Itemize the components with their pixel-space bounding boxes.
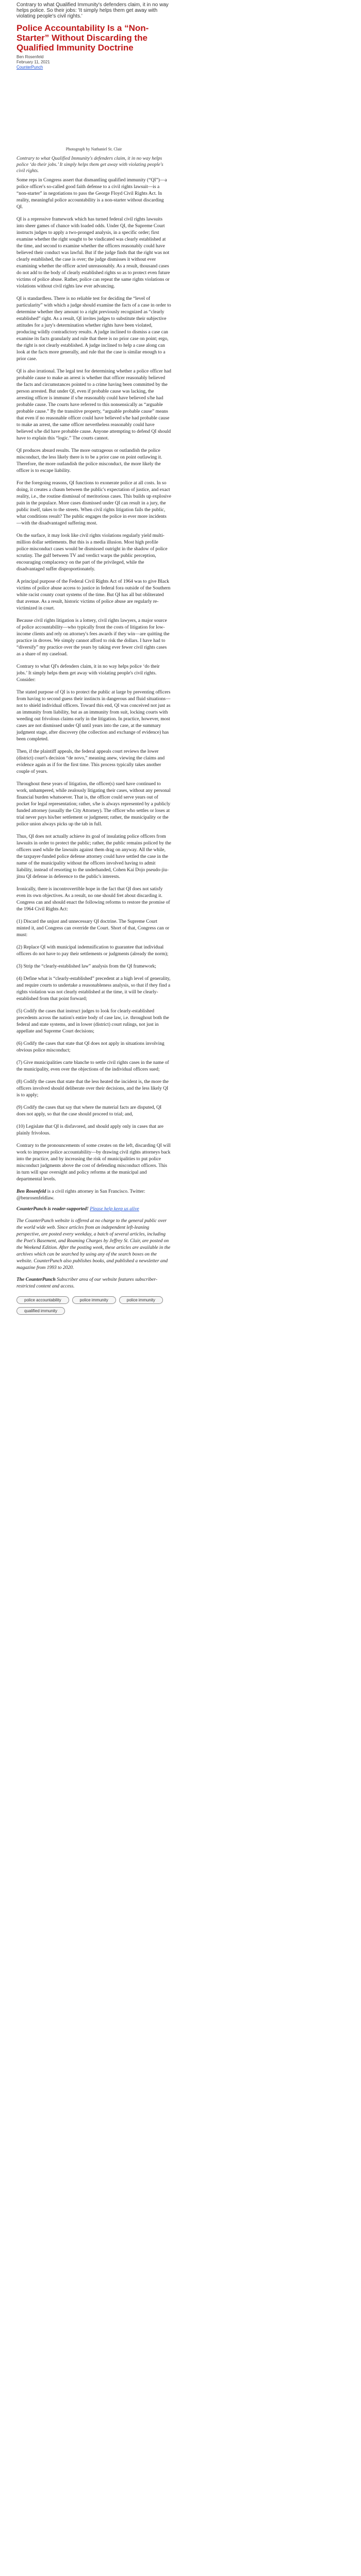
body-paragraph: (8) Codify the cases that state that the less heated the incident is, the more the officers involved should deliberate over their decisions, and the less likely QI is to apply; xyxy=(17,1079,169,1098)
tag-police-immunity[interactable]: police immunity xyxy=(72,1296,116,1304)
byline xyxy=(17,55,171,70)
subscriber-notice-lead: The CounterPunch xyxy=(17,1277,56,1282)
tag-list xyxy=(17,1296,171,1315)
photo-credit: Photograph by Nathaniel St. Clair xyxy=(65,147,122,151)
body-paragraph: Because civil rights litigation is a lottery, civil rights lawyers, a major source of police accountability—who typically front the costs of litigation for low-income clients and rely on attorney's fees awards if they win—are quitting the practice in droves. We simply cannot afford to risk the dollars. I have had to “diversify” my practice over the years by taking ever fewer civil rights cases as a share of my caseload. xyxy=(17,618,170,657)
article-summary: Contrary to what Qualified Immunity's defenders claim, it in no way helps police. So their jobs: 'It simply helps them get away with violating people's civil rights.' xyxy=(17,2,169,19)
body-paragraph: Contrary to what QI's defenders claim, it in no way helps police ‘do their jobs.’ It simply helps them get away with violating people's civil rights. Consider: xyxy=(17,664,160,683)
tag-police-accountability[interactable]: police accountability xyxy=(17,1296,69,1304)
body-paragraph: (9) Codify the cases that say that where the material facts are disputed, QI does not apply, so that the case should proceed to trial; and, xyxy=(17,1105,162,1117)
article-photo xyxy=(17,74,171,151)
body-paragraph: QI is also irrational. The legal test for determining whether a police officer had probable cause to make an arrest is whether that officer reasonably believed the facts and circumstances pointed to a crime having been committed by the person arrested. But under QI, even if probable cause was lacking, the arresting officer is immune if s/he reasonably could have believed s/he had probable cause. The courts have referred to this nonsensically as “arguable probable cause.” By the transitive property, “arguable probable cause” means that even if no reasonable officer could have believed s/he had probable cause to make an arrest, the same officer nevertheless reasonably could have believed s/he did have probable cause. Anyone attempting to defend QI should have to explain this “logic.” The courts cannot. xyxy=(17,369,171,441)
author-bio xyxy=(17,1189,171,1202)
body-paragraph: Throughout these years of litigation, the officer(s) sued have continued to work, unhampered, while zealously litigating their cases, without any personal financial burden whatsoever. That is, the officer could serve years out of pocket for legal representation; rather, s/he is always represented by a publicly funded attorney (usually the City Attorney). The officer who settles or loses at trial never pays his/her settlement or judgment; rather, the municipality or the police union always picks up the tab in full. xyxy=(17,782,171,827)
article-body xyxy=(17,177,171,1183)
tag-qualified-immunity[interactable]: qualified immunity xyxy=(17,1307,65,1315)
body-paragraph: The stated purpose of QI is to protect the public at large by preventing officers from having to second guess their instincts in dangerous and fluid situations—not to shield individual officers. Toward this end, QI was conceived not just as an immunity from liability, but as an immunity from suit, locking courts with weeding out frivolous claims early in the litigation. In practice, however, most cases are not dismissed under QI until years into the case, at the summary judgment stage, after discovery (the collection and exchange of evidence) has been completed. xyxy=(17,690,171,742)
article-content xyxy=(17,0,171,1315)
source-link[interactable]: CounterPunch xyxy=(17,65,43,70)
standfirst: Contrary to what Qualified Immunity's defenders claim, it in no way helps police ‘do their jobs.’ It simply helps them get away with violating people's civil rights. xyxy=(17,156,163,174)
body-paragraph: (6) Codify the cases that state that QI does not apply in situations involving obvious police misconduct; xyxy=(17,1041,165,1053)
body-paragraph: QI produces absurd results. The more outrageous or outlandish the police misconduct, the less likely there is to be a prior case on point outlawing it. Therefore, the more outlandish the police misconduct, the more likely the officer is to escape liability. xyxy=(17,448,162,473)
body-paragraph: (3) Strip the “clearly-established law” analysis from the QI framework; xyxy=(17,964,156,969)
body-paragraph: Thus, QI does not actually achieve its goal of insulating police officers from lawsuits in order to protect the public; rather, the public remains policed by the officers used while the lawsuits against them drag on anyway. All the while, the taxpayer-funded police defense attorney could have settled the case in the name of the municipality without the officers involved having to admit liability, instead of resorting to the underhanded, Cohen Kai Dojo pseudo-jiu-jitsu QI defense in deference to the public's interests. xyxy=(17,834,171,879)
body-paragraph: (5) Codify the cases that instruct judges to look for clearly-established precedents across the nation's entire body of case law, i.e. throughout both the federal and state systems, and in lower (district) court rulings, not just in appellate and Supreme Court decisions; xyxy=(17,1009,169,1034)
body-paragraph: A principal purpose of the Federal Civil Rights Act of 1964 was to give Black victims of police abuse access to justice in federal fora outside of the Southern white racist county court systems of the time. But QI has all but obliterated that avenue. As a result, historic victims of police abuse are regularly re-victimized in court. xyxy=(17,579,171,611)
subscriber-notice-text: Subscriber area of our website features subscriber-restricted content and access. xyxy=(17,1277,158,1289)
body-paragraph: (10) Legislate that QI is disfavored, and should apply only in cases that are plainly frivolous. xyxy=(17,1124,163,1136)
body-paragraph: For the foregoing reasons, QI functions to exonerate police at all costs. In so doing, it creates a chasm between the public's expectation of justice, and exact reality, i.e., the routine dismissal of meritorious cases. This builds up explosive pain in the populace. More cases dismissed under QI can result in a jury, the public itself, takes to the streets. When civil rights litigation fails the public, what conditions result? The public engages the police in ever more incidents—with the disadvantaged suffering most. xyxy=(17,481,171,526)
article-title: Police Accountability Is a “Non-Starter” Without Discarding the Qualified Immunity Doctrine xyxy=(17,23,149,53)
support-link[interactable]: Please help keep us alive xyxy=(90,1207,139,1212)
support-notice-lead: CounterPunch is reader-supported! xyxy=(17,1207,89,1212)
body-paragraph: (7) Give municipalities carte blanche to settle civil rights cases in the name of the municipality, even over the objections of the individual officers sued; xyxy=(17,1060,169,1072)
body-paragraph: On the surface, it may look like civil rights violations regularly yield multi-million dollar settlements. But this is a media illusion. Most high profile police misconduct cases would be dismissed outright in the shadow of police scrutiny. The gulf between TV and verdict warps the public perception, encouraging complacency on the part of the privileged, while the disadvantaged suffer disproportionately. xyxy=(17,533,168,572)
tag-police-immunity-2[interactable]: police immunity xyxy=(119,1296,163,1304)
body-paragraph: Ironically, there is incontrovertible hope in the fact that QI does not satisfy even its own objectives. As a result, no one should fret about discarding it. Congress can and should enact the following reforms to restore the promise of the 1964 Civil Rights Act: xyxy=(17,887,170,912)
body-paragraph: (1) Discard the unjust and unnecessary QI doctrine. The Supreme Court minted it, and Congress can override the Court. Short of that, Congress can or must: xyxy=(17,919,170,938)
publish-date: February 11, 2021 xyxy=(17,60,50,64)
body-paragraph: QI is a repressive framework which has turned federal civil rights lawsuits into sheer games of chance with loaded odds. Under QI, the Supreme Court instructs judges to apply a two-pronged analysis, in a specific order; first examine whether the right sought to be vindicated was clearly established at the time, and second to examine whether the officers reasonably could have believed their conduct was lawful. But if the judge finds that the right was not clearly established, the case is over; the judge dismisses it without ever examining whether the officer acted unreasonably. As a result, thousand cases do not add to the body of clearly established rights so as to protect even future victims of police abuse. Rather, police can repeat the same rights violations or violations without civil rights law ever advancing. xyxy=(17,217,170,289)
body-paragraph: Contrary to the pronouncements of some creates on the left, discarding QI will work to improve police accountability—by drawing civil rights attorneys back into the practice, and by increasing the risk of municipalities to put police misconduct judgments above the cost of defending misconduct officers. This in turn will spur oversight and policy reforms at the municipal and departmental levels. xyxy=(17,1143,171,1182)
author-bio-name: Ben Rosenfeld xyxy=(17,1189,46,1194)
about-notice: The CounterPunch website is offered at no charge to the general public over the world wide web. Since articles from an independent left-leaning perspective, are posted every weekday, a batch of several articles, including the Poet's Basement, and Roaming Charges by Jeffrey St. Clair, are posted on the Weekend Edition. After the posting week, these articles are available in the archives which can be searched by using any of the search boxes on the website. CounterPunch also publishes books, and published a newsletter and magazine from 1993 to 2020. xyxy=(17,1218,171,1270)
author-bio-text: is a civil rights attorney in San Francisco. Twitter: @benrosenfeldlaw. xyxy=(17,1189,145,1201)
body-paragraph: QI is standardless. There is no reliable test for deciding the “level of particularity” with which a judge should examine the facts of a case in order to determine whether they amount to a right previously recognized as “clearly established” right. As a result, QI invites judges to substitute their subjective attitudes for a jury's determination whether rights have been violated, producing wildly contradictory results. A judge inclined to dismiss a case can examine its facts granularly and rule that there is no prior case on point; ergo, the right is not clearly established. A judge inclined to help a case along can look at the facts more generally, and rule that the case is similar enough to a prior case. xyxy=(17,296,171,362)
subscriber-notice xyxy=(17,1277,171,1290)
body-paragraph: Some reps in Congress assert that dismantling qualified immunity (“QI”)—a police officer's so-called good faith defense to a civil rights lawsuit—is a “non-starter” in negotiations to pass the George Floyd Civil Rights Act. In reality, meaningful police accountability is a non-starter without discarding QI. xyxy=(17,178,167,210)
author-name: Ben Rosenfeld xyxy=(17,55,44,59)
body-paragraph: Then, if the plaintiff appeals, the federal appeals court reviews the lower (district) court's decision “de novo,” meaning anew, viewing the claims and evidence again as if for the first time. This process typically takes another couple of years. xyxy=(17,749,165,774)
body-paragraph: (2) Replace QI with municipal indemnification to guarantee that individual officers do not have to pay their settlements or judgments (already the norm); xyxy=(17,945,169,957)
support-notice xyxy=(17,1206,171,1213)
body-paragraph: (4) Define what is “clearly-established” precedent at a high level of generality, and require courts to undertake a reasonableness analysis, so that if they find a rights violation was not clearly established at the time, it will be clearly-established from that point forward; xyxy=(17,976,171,1002)
